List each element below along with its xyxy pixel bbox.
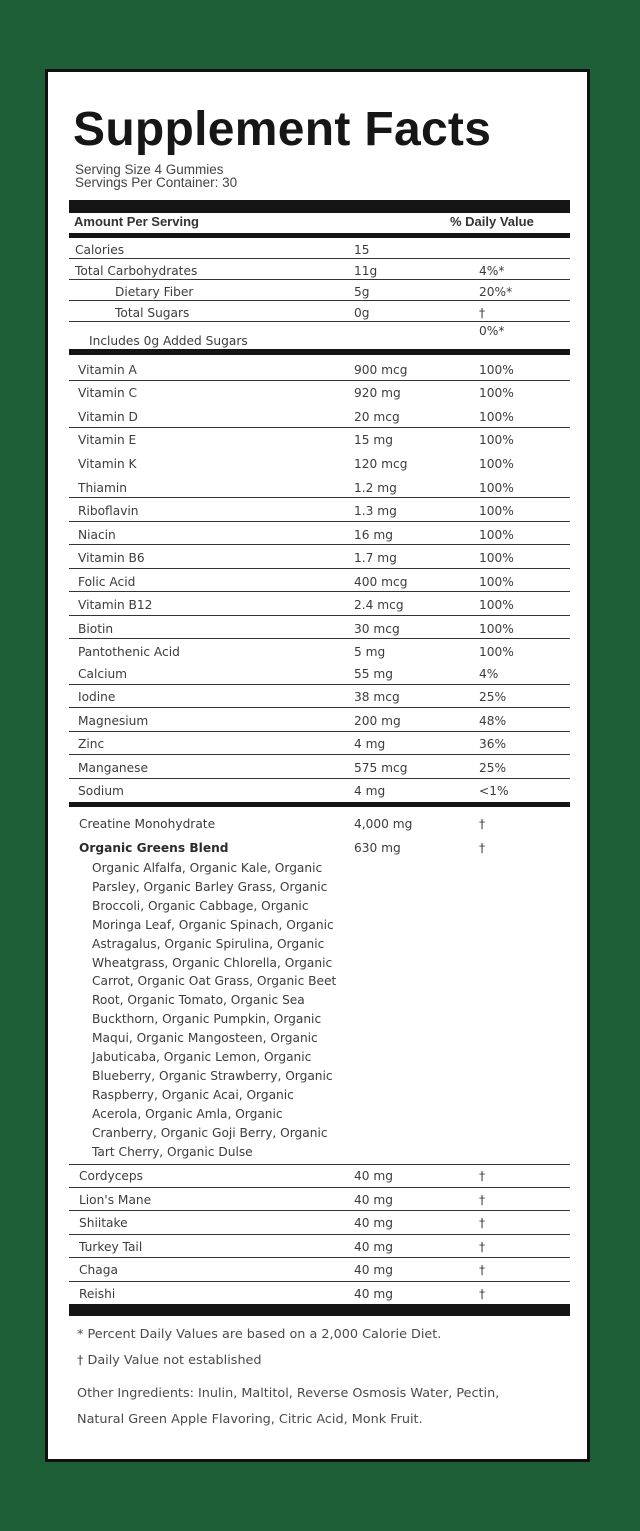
nutrient-amount: 40 mg <box>354 1263 393 1277</box>
nutrient-name: Includes 0g Added Sugars <box>89 334 248 348</box>
servings-per-container: Servings Per Container: 30 <box>75 175 238 190</box>
nutrient-name: Vitamin B6 <box>78 551 145 565</box>
nutrient-daily-value: † <box>479 1240 486 1254</box>
nutrient-amount: 1.3 mg <box>354 504 397 518</box>
blend-line: Organic Alfalfa, Organic Kale, Organic <box>92 861 323 875</box>
nutrient-amount: 40 mg <box>354 1169 393 1183</box>
nutrient-amount: 630 mg <box>354 841 401 855</box>
nutrient-amount: 1.7 mg <box>354 551 397 565</box>
nutrient-amount: 40 mg <box>354 1216 393 1230</box>
row-divider <box>69 544 570 545</box>
nutrient-name: Vitamin E <box>78 433 137 447</box>
nutrient-amount: 2.4 mcg <box>354 598 404 612</box>
nutrient-name: Vitamin A <box>78 363 137 377</box>
row-divider <box>69 1164 570 1165</box>
blend-line: Acerola, Organic Amla, Organic <box>92 1106 283 1121</box>
nutrient-name: Vitamin B12 <box>78 598 153 612</box>
nutrient-name: Reishi <box>79 1287 116 1301</box>
nutrient-name: Creatine Monohydrate <box>79 817 216 831</box>
supplement-facts-panel <box>45 69 590 1462</box>
nutrient-daily-value: 100% <box>479 528 514 542</box>
row-divider <box>69 380 570 381</box>
nutrient-daily-value: † <box>479 306 486 320</box>
row-divider <box>69 1187 570 1188</box>
nutrient-name: Manganese <box>78 761 148 775</box>
nutrient-amount: 4,000 mg <box>354 817 413 831</box>
nutrient-amount: 40 mg <box>354 1193 393 1207</box>
nutrient-amount: 15 <box>354 243 370 257</box>
row-divider <box>69 684 570 685</box>
nutrient-daily-value: † <box>479 1169 486 1183</box>
nutrient-amount: 16 mg <box>354 528 393 542</box>
blend-line: Moringa Leaf, Organic Spinach, Organic <box>92 917 334 932</box>
nutrient-daily-value: 100% <box>479 363 514 377</box>
nutrient-daily-value: 100% <box>479 504 514 518</box>
nutrient-amount: 5 mg <box>354 645 386 659</box>
row-divider <box>69 707 570 708</box>
nutrient-daily-value: 36% <box>479 737 507 751</box>
greens-blend-ingredients <box>92 859 352 1162</box>
nutrient-amount: 900 mcg <box>354 363 408 377</box>
blend-line: Raspberry, Organic Acai, Organic <box>92 1087 294 1102</box>
nutrient-amount: 38 mcg <box>354 690 400 704</box>
serving-size: Serving Size 4 Gummies <box>75 162 224 177</box>
nutrient-amount: 200 mg <box>354 714 401 728</box>
nutrient-daily-value: 25% <box>479 690 507 704</box>
other-ingredients-line: Other Ingredients: Inulin, Maltitol, Reverse Osmosis Water, Pectin, <box>77 1386 500 1401</box>
row-divider <box>69 1281 570 1282</box>
nutrient-amount: 40 mg <box>354 1287 393 1301</box>
label-title: Supplement Facts <box>73 103 492 156</box>
row-divider <box>69 1257 570 1258</box>
nutrient-name: Lion's Mane <box>79 1193 152 1207</box>
nutrient-daily-value: <1% <box>479 784 509 798</box>
nutrient-daily-value: 4% <box>479 667 499 681</box>
blend-line: Carrot, Organic Oat Grass, Organic Beet <box>92 974 337 989</box>
nutrient-daily-value: † <box>479 1193 486 1207</box>
row-divider <box>69 615 570 616</box>
nutrient-name: Calories <box>75 243 125 257</box>
nutrient-daily-value: † <box>479 1287 486 1301</box>
blend-line: Root, Organic Tomato, Organic Sea <box>92 993 305 1008</box>
blend-line: Jabuticaba, Organic Lemon, Organic <box>92 1050 312 1065</box>
nutrient-daily-value: 100% <box>479 622 514 636</box>
footnote-percent: * Percent Daily Values are based on a 2,000 Calorie Diet. <box>77 1327 442 1342</box>
blend-line: Maqui, Organic Mangosteen, Organic <box>92 1031 318 1046</box>
section-rule <box>69 349 570 355</box>
nutrient-daily-value: 20%* <box>479 285 513 299</box>
nutrient-daily-value: 100% <box>479 575 514 589</box>
blend-line: Cranberry, Organic Goji Berry, Organic <box>92 1125 328 1140</box>
header-rule <box>69 233 570 238</box>
nutrient-name: Shiitake <box>79 1216 128 1230</box>
nutrient-amount: 55 mg <box>354 667 393 681</box>
blend-line: Astragalus, Organic Spirulina, Organic <box>92 936 325 951</box>
nutrient-name: Turkey Tail <box>79 1240 143 1254</box>
nutrient-daily-value: 100% <box>479 645 514 659</box>
nutrient-amount: 40 mg <box>354 1240 393 1254</box>
nutrient-amount: 120 mcg <box>354 457 408 471</box>
nutrient-daily-value: 0%* <box>479 324 505 338</box>
amount-per-serving-header: Amount Per Serving <box>74 214 199 229</box>
nutrient-daily-value: † <box>479 817 486 831</box>
nutrient-amount: 575 mcg <box>354 761 408 775</box>
nutrient-daily-value: 100% <box>479 598 514 612</box>
nutrient-name: Total Carbohydrates <box>75 264 198 278</box>
nutrient-name: Vitamin K <box>78 457 137 471</box>
nutrient-amount: 920 mg <box>354 386 401 400</box>
nutrient-name: Vitamin C <box>78 386 138 400</box>
nutrient-name: Calcium <box>78 667 128 681</box>
row-divider <box>69 1234 570 1235</box>
row-divider <box>69 1210 570 1211</box>
row-divider <box>69 497 570 498</box>
nutrient-daily-value: † <box>479 841 486 855</box>
row-divider <box>69 754 570 755</box>
nutrient-name: Zinc <box>78 737 105 751</box>
nutrient-daily-value: 48% <box>479 714 507 728</box>
nutrient-amount: 4 mg <box>354 784 386 798</box>
row-divider <box>69 778 570 779</box>
nutrient-name: Vitamin D <box>78 410 138 424</box>
nutrient-amount: 0g <box>354 306 370 320</box>
bottom-thick-rule <box>69 1304 570 1316</box>
row-divider <box>69 427 570 428</box>
nutrient-daily-value: 100% <box>479 410 514 424</box>
row-divider <box>69 300 570 301</box>
top-thick-rule <box>69 200 570 213</box>
row-divider <box>69 321 570 322</box>
daily-value-header: % Daily Value <box>450 214 534 229</box>
nutrient-name: Sodium <box>78 784 124 798</box>
nutrient-amount: 20 mcg <box>354 410 400 424</box>
nutrient-name: Folic Acid <box>78 575 136 589</box>
nutrient-daily-value: † <box>479 1216 486 1230</box>
row-divider <box>69 568 570 569</box>
blend-line: Broccoli, Organic Cabbage, Organic <box>92 898 309 913</box>
nutrient-amount: 1.2 mg <box>354 481 397 495</box>
nutrient-amount: 11g <box>354 264 378 278</box>
nutrient-amount: 30 mcg <box>354 622 400 636</box>
row-divider <box>69 258 570 259</box>
footnote-dagger: † Daily Value not established <box>77 1353 262 1368</box>
row-divider <box>69 591 570 592</box>
nutrient-name: Magnesium <box>78 714 149 728</box>
blend-line: Wheatgrass, Organic Chlorella, Organic <box>92 955 333 970</box>
row-divider <box>69 521 570 522</box>
section-rule <box>69 802 570 807</box>
nutrient-name: Thiamin <box>78 481 128 495</box>
nutrient-daily-value: 100% <box>479 386 514 400</box>
blend-line: Blueberry, Organic Strawberry, Organic <box>92 1068 333 1083</box>
nutrient-daily-value: 100% <box>479 457 514 471</box>
nutrient-daily-value: 100% <box>479 481 514 495</box>
nutrient-name: Cordyceps <box>79 1169 143 1183</box>
other-ingredients-line: Natural Green Apple Flavoring, Citric Acid, Monk Fruit. <box>77 1412 423 1427</box>
nutrient-name: Total Sugars <box>115 306 190 320</box>
nutrient-name: Niacin <box>78 528 116 542</box>
blend-line: Buckthorn, Organic Pumpkin, Organic <box>92 1012 322 1027</box>
nutrient-amount: 400 mcg <box>354 575 408 589</box>
row-divider <box>69 638 570 639</box>
nutrient-name: Dietary Fiber <box>115 285 194 299</box>
nutrient-amount: 4 mg <box>354 737 386 751</box>
blend-line: Tart Cherry, Organic Dulse <box>92 1144 253 1159</box>
nutrient-daily-value: † <box>479 1263 486 1277</box>
nutrient-daily-value: 25% <box>479 761 507 775</box>
nutrient-amount: 15 mg <box>354 433 393 447</box>
nutrient-amount: 5g <box>354 285 370 299</box>
nutrient-daily-value: 100% <box>479 551 514 565</box>
nutrient-name: Chaga <box>79 1263 118 1277</box>
nutrient-name: Biotin <box>78 622 114 636</box>
nutrient-daily-value: 4%* <box>479 264 505 278</box>
row-divider <box>69 279 570 280</box>
nutrient-name: Iodine <box>78 690 116 704</box>
row-divider <box>69 731 570 732</box>
nutrient-daily-value: 100% <box>479 433 514 447</box>
nutrient-name: Organic Greens Blend <box>79 841 229 855</box>
blend-line: Parsley, Organic Barley Grass, Organic <box>92 879 328 894</box>
nutrient-name: Riboflavin <box>78 504 139 518</box>
nutrient-name: Pantothenic Acid <box>78 645 180 659</box>
